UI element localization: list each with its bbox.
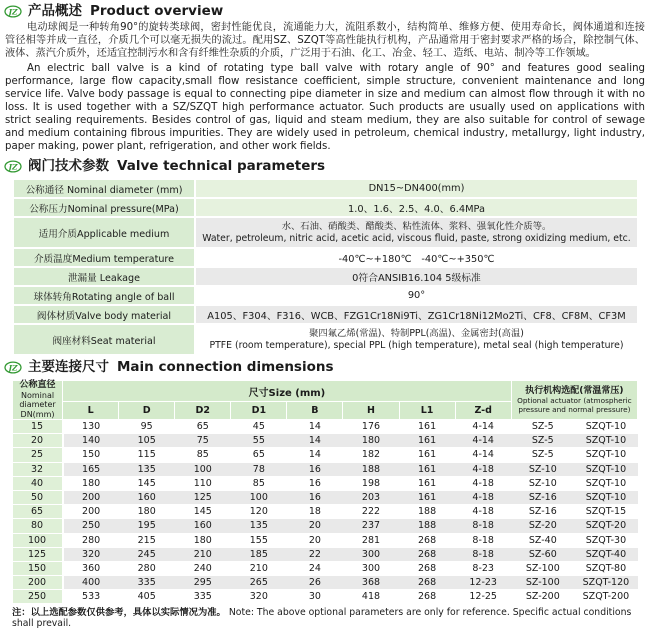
dims-cell: 295 [175, 576, 231, 590]
dims-cell: 265 [231, 576, 287, 590]
dims-cell: 4-18 [455, 476, 511, 490]
tech-params-table [14, 178, 637, 356]
dims-row [13, 590, 638, 604]
dims-cell: 30 [287, 590, 343, 604]
dims-cell: SZQT-10 [574, 462, 637, 476]
dimensions-title-en: Main connection dimensions [117, 359, 334, 375]
tech-param-value: -40℃~+180℃ -40℃~+350℃ [195, 248, 637, 267]
dims-col-D2: D2 [175, 402, 231, 420]
dims-cell: 281 [343, 533, 399, 547]
dims-cell: 335 [119, 576, 175, 590]
tech-param-label: 公称通径 Nominal diameter (mm) [14, 179, 195, 198]
dims-cell: 368 [343, 576, 399, 590]
dims-cell: 4-18 [455, 490, 511, 504]
dims-cell: 268 [399, 576, 455, 590]
tech-param-row [14, 286, 637, 305]
dims-cell: 14 [287, 434, 343, 448]
dims-cell: 55 [231, 434, 287, 448]
dims-dn-cell: 15 [13, 420, 63, 434]
dims-cell: 75 [175, 434, 231, 448]
dims-cell: 95 [119, 420, 175, 434]
dims-cell: 188 [399, 505, 455, 519]
dims-cell: SZ-16 [511, 490, 574, 504]
dims-cell: SZ-16 [511, 505, 574, 519]
dims-cell: 188 [399, 519, 455, 533]
dims-cell: 12-23 [455, 576, 511, 590]
dims-cell: 280 [119, 561, 175, 575]
tech-param-label: 公称压力Nominal pressure(MPa) [14, 198, 195, 217]
dims-dn-cell: 40 [13, 476, 63, 490]
dims-cell: SZ-200 [511, 590, 574, 604]
dims-cell: 16 [287, 490, 343, 504]
tech-param-value: DN15~DN400(mm) [195, 179, 637, 198]
tech-param-label: 球体转角Rotating angle of ball [14, 286, 195, 305]
tech-param-value: 90° [195, 286, 637, 305]
dims-cell: SZ-5 [511, 448, 574, 462]
dims-cell: SZQT-40 [574, 547, 637, 561]
dims-cell: 115 [119, 448, 175, 462]
dims-cell: SZQT-15 [574, 505, 637, 519]
dims-cell: SZ-10 [511, 476, 574, 490]
tech-params-section-header [0, 155, 650, 175]
dims-row [13, 547, 638, 561]
svg-text:JZ: JZ [8, 161, 18, 171]
dims-cell: 18 [287, 505, 343, 519]
dims-cell: 161 [399, 476, 455, 490]
dims-cell: 155 [231, 533, 287, 547]
dims-cell: 14 [287, 420, 343, 434]
dims-cell: SZQT-20 [574, 519, 637, 533]
dims-cell: SZ-100 [511, 576, 574, 590]
dims-cell: SZ-5 [511, 434, 574, 448]
dims-cell: 533 [63, 590, 119, 604]
dims-cell: 245 [119, 547, 175, 561]
footnote [12, 607, 650, 629]
dims-cell: 320 [231, 590, 287, 604]
dims-dn-cell: 80 [13, 519, 63, 533]
dims-cell: SZ-100 [511, 561, 574, 575]
tech-param-label: 介质温度Medium temperature [14, 248, 195, 267]
dims-cell: 100 [231, 490, 287, 504]
dims-dn-cell: 25 [13, 448, 63, 462]
dims-cell: 210 [175, 547, 231, 561]
dims-cell: 222 [343, 505, 399, 519]
dims-dn-cell: 100 [13, 533, 63, 547]
dims-cell: 85 [231, 476, 287, 490]
dims-row [13, 476, 638, 490]
dims-cell: 176 [343, 420, 399, 434]
dims-cell: SZ-10 [511, 462, 574, 476]
dims-cell: 85 [175, 448, 231, 462]
dims-row [13, 533, 638, 547]
dims-cell: 360 [63, 561, 119, 575]
tech-param-value: 水、石油、硝酸类、醋酸类、粘性流体、浆料、强氧化性介质等。 Water, petroleum, nitric acid, acetic acid, viscous fluid, paste, strong oxidizing medium, etc. [195, 217, 637, 248]
dims-cell: 65 [231, 448, 287, 462]
dims-cell: 8-23 [455, 561, 511, 575]
dims-cell: 135 [231, 519, 287, 533]
dims-cell: 150 [63, 448, 119, 462]
dims-cell: 195 [119, 519, 175, 533]
dims-cell: SZQT-30 [574, 533, 637, 547]
tech-params-title-zh: 阀门技术参数 [28, 158, 109, 174]
dims-cell: 8-18 [455, 519, 511, 533]
dims-dn-cell: 32 [13, 462, 63, 476]
dims-cell: 24 [287, 561, 343, 575]
dims-header-row-1 [13, 381, 638, 402]
dims-cell: 78 [231, 462, 287, 476]
dims-cell: 180 [175, 533, 231, 547]
dims-col-D: D [119, 402, 175, 420]
dims-cell: 268 [399, 533, 455, 547]
footnote-en: Note: The above optional parameters are only for reference. Specific actual conditions shall prevail. [12, 607, 632, 629]
dims-dn-cell: 200 [13, 576, 63, 590]
dims-col-Zd: Z-d [455, 402, 511, 420]
dims-header-size-group: 尺寸Size (mm) [63, 381, 512, 402]
overview-paragraph-zh: 电动球阀是一种转角90°的旋转类球阀，密封性能优良，流通能力大，流阻系数小，结构简单、维修方便、使用寿命长，阀体通道和连接管径相等并成一直径，介质几个可以毫无损失的流过。配用SZ、SZQT等高性能执行机构，产品通常用于密封要求严格的场合，除控制气体、液体、蒸汽介质外，还适宜控制污水和含有纤维性杂质的介质，广泛用于石油、化工、冶金、轻工、造纸、电站、制冷等工作领域。 [5, 22, 645, 59]
brand-logo-icon [4, 361, 22, 374]
dims-cell: 200 [63, 490, 119, 504]
dims-cell: SZ-40 [511, 533, 574, 547]
dims-cell: 335 [175, 590, 231, 604]
dims-cell: 20 [287, 533, 343, 547]
dimensions-section-header [0, 356, 650, 376]
dims-cell: 300 [343, 547, 399, 561]
dims-cell: SZQT-10 [574, 420, 637, 434]
dims-cell: 135 [119, 462, 175, 476]
dims-header-actuator-zh: 执行机构选配(常温常压) [525, 386, 624, 396]
overview-paragraph-en: An electric ball valve is a kind of rotating type ball valve with rotary angle of 90° and features good sealing performance, large flow capacity,small flow resistance coefficient, simple structure, convenient maintenance and long service life. Valve body passage is equal to connecting pipe diameter in size and medium can almost flow through it with no loss. It is used together with a SZ/SZQT high performance actuator. Such products are usually used on applications with strict sealing requirements. Besides control of gas, liquid and steam medium, they are also suitable for control of sewage and medium containing fibrous impurities. They are widely used in petroleum, chemical industry, metallurgy, light industry, paper making, power plant, refrigeration, and other work fields. [5, 63, 645, 152]
dims-cell: 161 [399, 490, 455, 504]
dims-cell: 237 [343, 519, 399, 533]
dims-dn-cell: 125 [13, 547, 63, 561]
dims-cell: SZ-60 [511, 547, 574, 561]
svg-text:JZ: JZ [8, 6, 18, 16]
dims-cell: 110 [175, 476, 231, 490]
dims-cell: 4-14 [455, 448, 511, 462]
dims-row [13, 505, 638, 519]
brand-logo-icon [4, 5, 22, 18]
dims-dn-cell: 20 [13, 434, 63, 448]
tech-param-value: 1.0、1.6、2.5、4.0、6.4MPa [195, 198, 637, 217]
dims-cell: 418 [343, 590, 399, 604]
tech-param-label: 适用介质Applicable medium [14, 217, 195, 248]
dims-cell: 405 [119, 590, 175, 604]
dims-row [13, 420, 638, 434]
dims-cell: 26 [287, 576, 343, 590]
dims-cell: SZQT-10 [574, 490, 637, 504]
dims-cell: 280 [63, 533, 119, 547]
dims-cell: 16 [287, 462, 343, 476]
dims-cell: 188 [343, 462, 399, 476]
dims-cell: 180 [119, 505, 175, 519]
dims-cell: SZQT-10 [574, 434, 637, 448]
dims-cell: 268 [399, 547, 455, 561]
dims-cell: 210 [231, 561, 287, 575]
dims-cell: 120 [231, 505, 287, 519]
dims-row [13, 561, 638, 575]
dims-cell: 145 [119, 476, 175, 490]
tech-param-row [14, 198, 637, 217]
dims-cell: 20 [287, 519, 343, 533]
brand-logo-icon [4, 160, 22, 173]
dims-cell: 180 [343, 434, 399, 448]
tech-param-row [14, 248, 637, 267]
tech-param-row [14, 217, 637, 248]
dims-cell: 4-14 [455, 434, 511, 448]
tech-param-row [14, 267, 637, 286]
dims-cell: 160 [175, 519, 231, 533]
tech-param-row [14, 179, 637, 198]
overview-section-header [0, 0, 650, 20]
dims-row [13, 519, 638, 533]
dims-cell: 161 [399, 420, 455, 434]
dimensions-table [12, 380, 638, 604]
dims-dn-cell: 50 [13, 490, 63, 504]
dims-cell: 200 [63, 505, 119, 519]
dims-row [13, 462, 638, 476]
dims-cell: 180 [63, 476, 119, 490]
dims-cell: 65 [175, 420, 231, 434]
dims-cell: 198 [343, 476, 399, 490]
dims-header-dn-zh: 公称直径 [19, 380, 56, 390]
dims-cell: 160 [119, 490, 175, 504]
dims-cell: 250 [63, 519, 119, 533]
dims-cell: 268 [399, 590, 455, 604]
tech-param-value: 聚四氟乙烯(常温)、特制PPL(高温)、金属密封(高温) PTFE (room temperature), special PPL (high temperature), metal seal (high temperature) [195, 324, 637, 355]
tech-param-label: 阀座材料Seat material [14, 324, 195, 355]
dims-cell: 12-25 [455, 590, 511, 604]
dims-cell: 145 [175, 505, 231, 519]
dims-col-L: L [63, 402, 119, 420]
dims-col-D1: D1 [231, 402, 287, 420]
dims-dn-cell: 65 [13, 505, 63, 519]
overview-title-en: Product overview [90, 3, 224, 19]
dims-row [13, 576, 638, 590]
dims-cell: 268 [399, 561, 455, 575]
dims-cell: 14 [287, 448, 343, 462]
dims-cell: 105 [119, 434, 175, 448]
dims-col-B: B [287, 402, 343, 420]
tech-param-value: A105、F304、F316、WCB、FZG1Cr18Ni9Ti、ZG1Cr18Ni12Mo2Ti、CF8、CF8M、CF3M [195, 305, 637, 324]
dims-cell: 161 [399, 434, 455, 448]
dims-cell: 182 [343, 448, 399, 462]
dims-header-dn-unit: DN(mm) [20, 409, 55, 419]
dims-cell: 125 [175, 490, 231, 504]
dims-cell: 100 [175, 462, 231, 476]
tech-param-row [14, 324, 637, 355]
dims-dn-cell: 150 [13, 561, 63, 575]
dims-cell: 16 [287, 476, 343, 490]
tech-param-label: 泄漏量 Leakage [14, 267, 195, 286]
dims-cell: 165 [63, 462, 119, 476]
dims-cell: SZQT-10 [574, 476, 637, 490]
dims-col-H: H [343, 402, 399, 420]
dims-cell: 130 [63, 420, 119, 434]
tech-param-row [14, 305, 637, 324]
tech-param-label: 阀体材质Valve body material [14, 305, 195, 324]
tech-param-value: 0符合ANSIB16.104 5级标准 [195, 267, 637, 286]
dims-cell: SZQT-120 [574, 576, 637, 590]
dims-col-L1: L1 [399, 402, 455, 420]
dims-cell: 22 [287, 547, 343, 561]
dims-cell: 215 [119, 533, 175, 547]
dims-dn-cell: 250 [13, 590, 63, 604]
dims-cell: SZ-5 [511, 420, 574, 434]
dims-cell: 185 [231, 547, 287, 561]
tech-params-title-en: Valve technical parameters [117, 158, 326, 174]
dims-cell: 161 [399, 462, 455, 476]
dims-cell: 4-14 [455, 420, 511, 434]
dims-cell: 300 [343, 561, 399, 575]
dims-row [13, 490, 638, 504]
dims-cell: 240 [175, 561, 231, 575]
dims-header-dn-en: Nominal diameter [19, 390, 56, 409]
dims-cell: 8-18 [455, 547, 511, 561]
dims-header-actuator-en1: Optional actuator (atmospheric [517, 396, 632, 405]
dimensions-title-zh: 主要连接尺寸 [28, 359, 109, 375]
dims-cell: 140 [63, 434, 119, 448]
dims-cell: SZQT-80 [574, 561, 637, 575]
dims-cell: 4-18 [455, 462, 511, 476]
dims-cell: 400 [63, 576, 119, 590]
dims-row [13, 448, 638, 462]
dims-header-actuator [511, 381, 637, 420]
overview-title-zh: 产品概述 [28, 3, 82, 19]
dims-cell: SZ-20 [511, 519, 574, 533]
dims-cell: 161 [399, 448, 455, 462]
dims-row [13, 434, 638, 448]
dims-header-actuator-en2: pressure and normal pressure) [518, 404, 631, 414]
dims-cell: 203 [343, 490, 399, 504]
dims-cell: 45 [231, 420, 287, 434]
dims-cell: 320 [63, 547, 119, 561]
svg-text:JZ: JZ [8, 362, 18, 372]
dims-cell: SZQT-10 [574, 448, 637, 462]
dims-cell: SZQT-200 [574, 590, 637, 604]
dims-cell: 8-18 [455, 533, 511, 547]
dims-header-dn [13, 381, 63, 420]
footnote-zh: 注：以上选配参数仅供参考，具体以实际情况为准。 [12, 607, 226, 619]
dims-cell: 4-18 [455, 505, 511, 519]
